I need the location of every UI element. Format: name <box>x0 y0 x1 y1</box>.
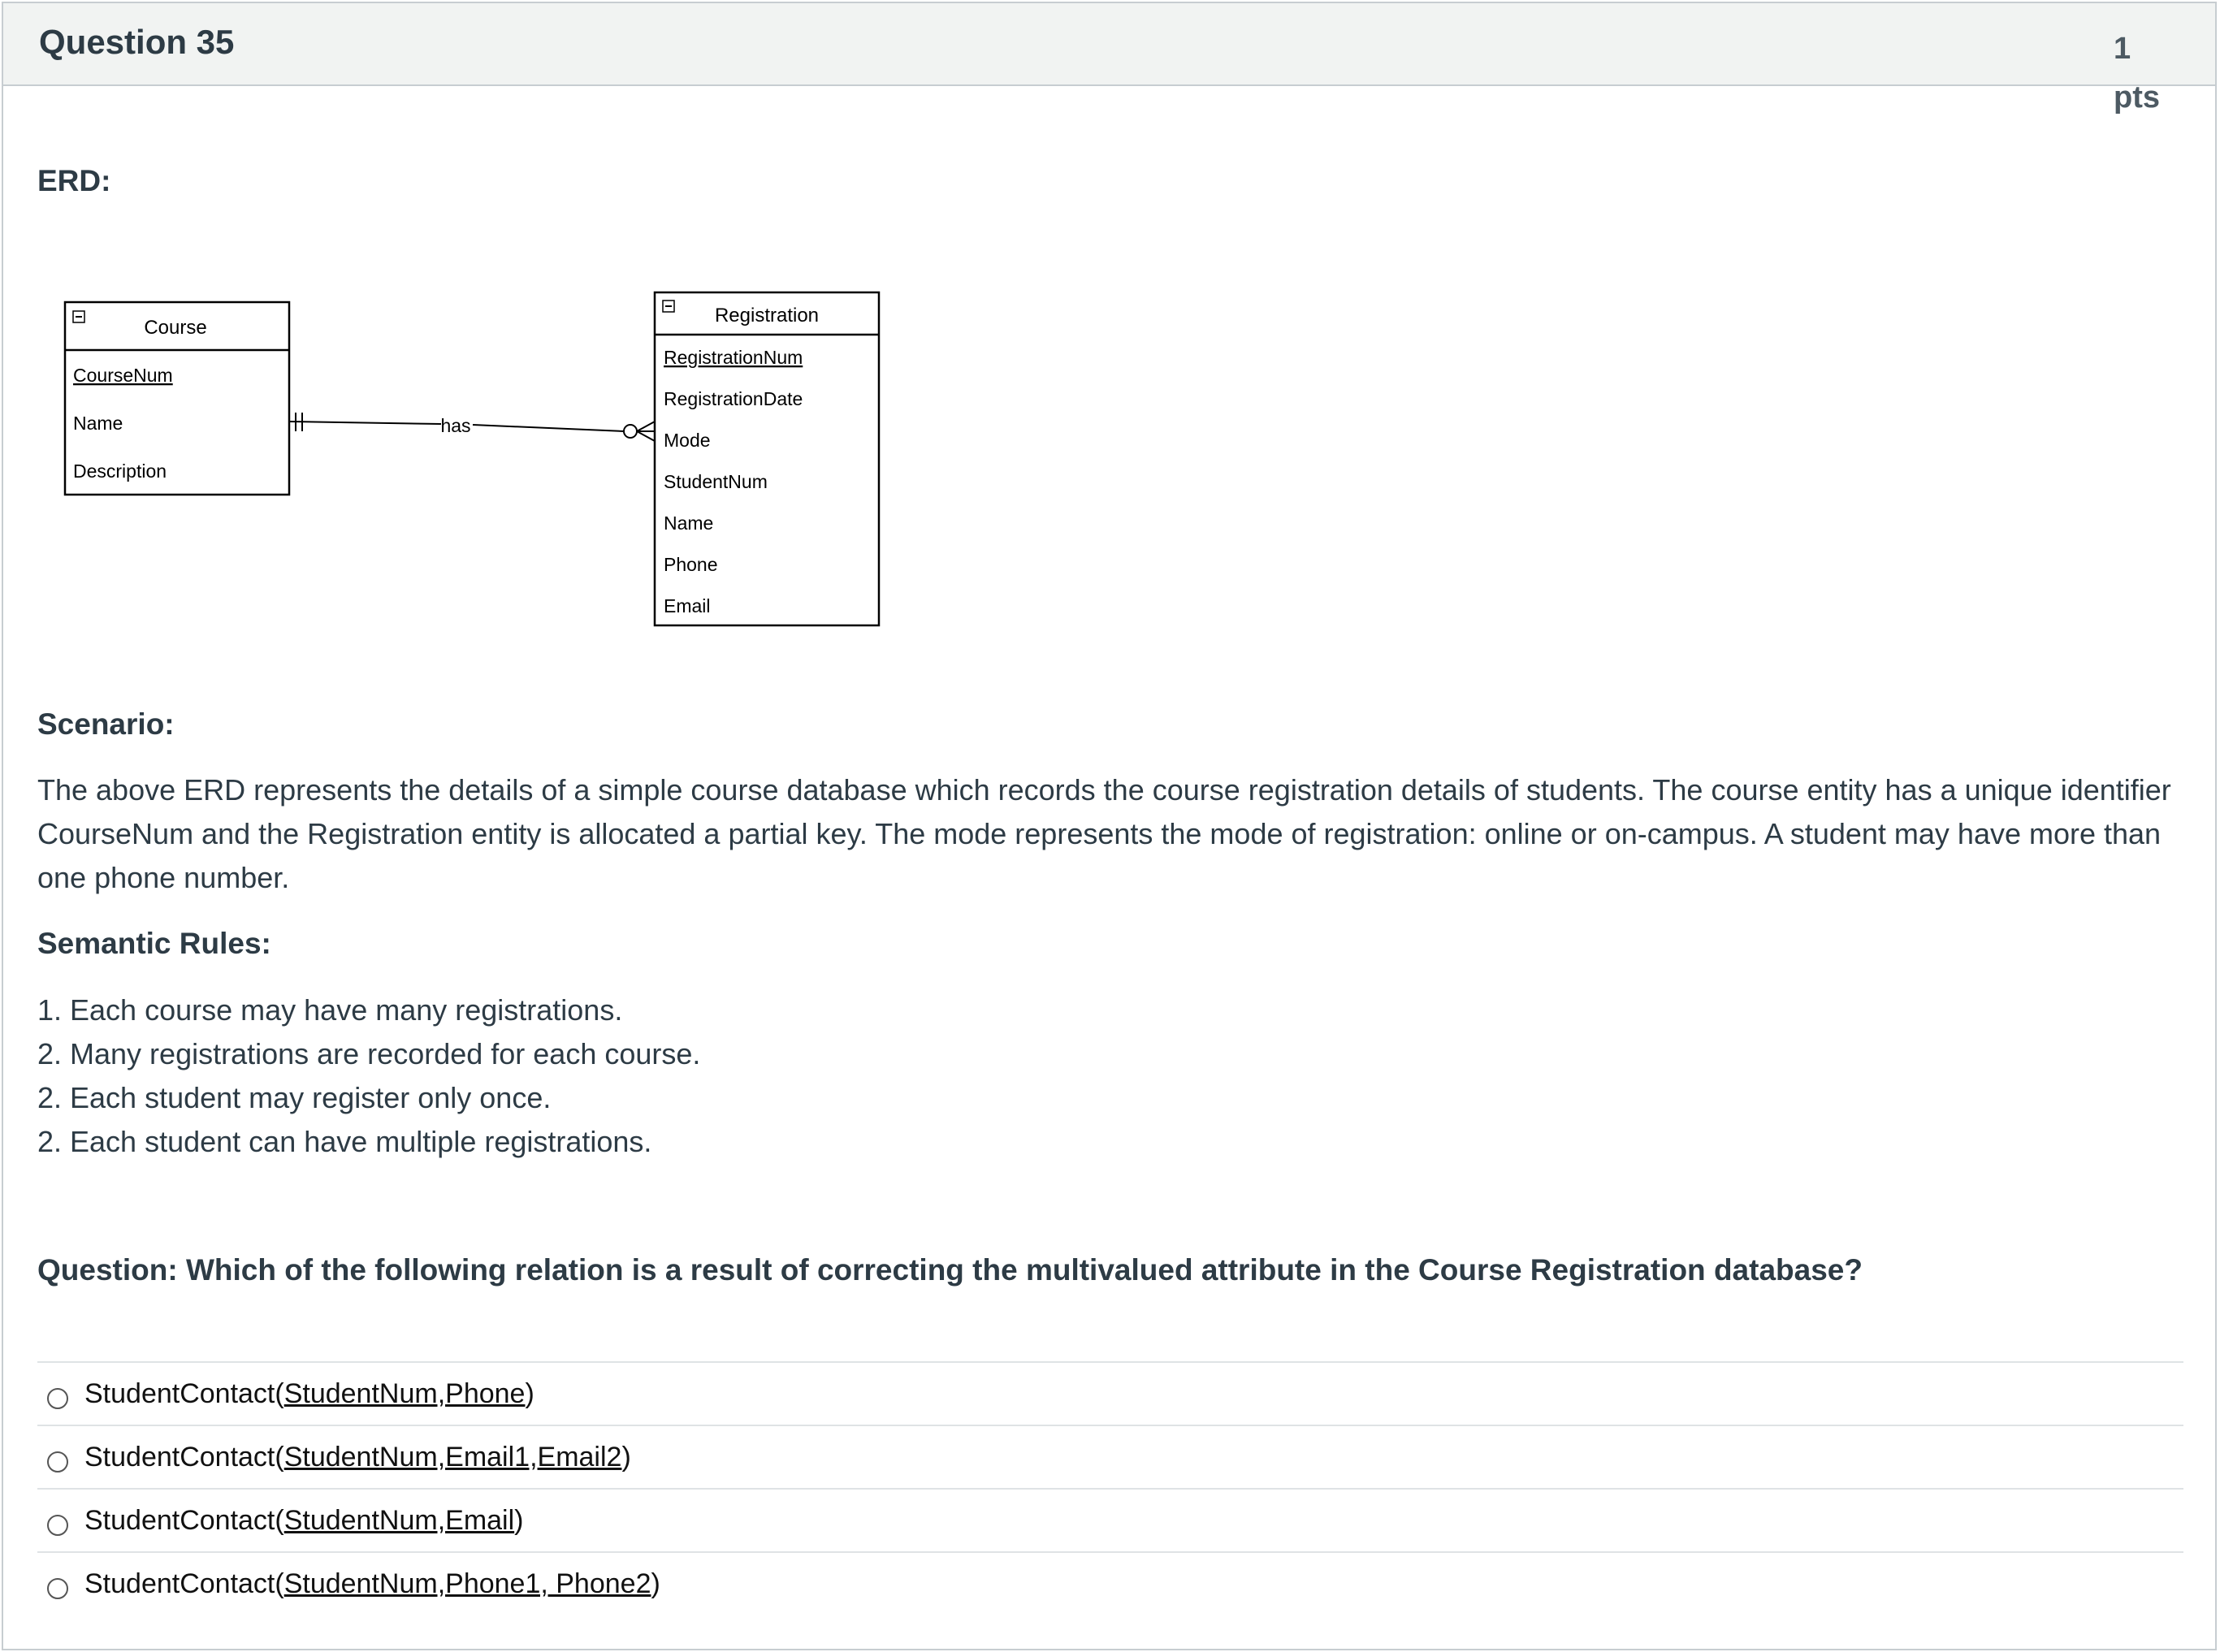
answer-label[interactable] <box>84 1442 631 1473</box>
course-attr-description: Description <box>73 461 167 482</box>
course-entity-name: Course <box>144 317 207 339</box>
semantic-rule: 2. Many registrations are recorded for each course. <box>37 1037 701 1070</box>
answer-option-1[interactable] <box>37 1361 2183 1425</box>
registration-entity <box>655 292 879 625</box>
relation-close: ) <box>621 1442 631 1473</box>
answer-radio[interactable] <box>47 1451 68 1473</box>
collapse-icon[interactable] <box>663 301 674 312</box>
answer-radio[interactable] <box>47 1515 68 1536</box>
question-header <box>3 3 2215 115</box>
relationship-line-left <box>289 422 441 424</box>
relationship-line-right <box>473 425 624 431</box>
answer-list <box>37 1361 2183 1615</box>
erd-diagram <box>0 276 910 642</box>
question-prompt: Question: Which of the following relation is a result of correcting the multivalued attribute in the Course Registration database? <box>37 1253 1863 1287</box>
registration-attr-name: Name <box>664 512 714 534</box>
registration-attr-phone: Phone <box>664 554 718 575</box>
points-value: 1 <box>2114 32 2131 66</box>
course-attr-name: Name <box>73 413 123 434</box>
answer-option-3[interactable] <box>37 1488 2183 1551</box>
registration-attr-registrationdate: RegistrationDate <box>664 388 803 409</box>
relation-attributes: StudentNum,Phone <box>283 1378 526 1409</box>
answer-label[interactable] <box>84 1378 534 1410</box>
semantic-rule: 1. Each course may have many registrations. <box>37 993 623 1027</box>
relationship-has <box>289 413 655 441</box>
answer-option-4[interactable] <box>37 1551 2183 1615</box>
registration-attr-mode: Mode <box>664 430 711 451</box>
erd-heading: ERD: <box>37 164 111 197</box>
relation-name: StudentContact( <box>84 1442 284 1473</box>
semantic-rules-list <box>37 988 700 1164</box>
answer-radio[interactable] <box>47 1388 68 1409</box>
scenario-text: The above ERD represents the details of a simple course database which records the course registration details of students. The course entity has a unique identifier CourseNum and the Registration entity is allocated a partial key. The mode represents the mode of registration: online or on-campus. A student may have more than one phone number. <box>37 773 2171 894</box>
relation-close: ) <box>525 1378 534 1409</box>
relation-close: ) <box>651 1568 660 1599</box>
semantic-rule: 2. Each student can have multiple registrations. <box>37 1125 652 1158</box>
question-points <box>2114 24 2170 122</box>
course-attr-coursenum: CourseNum <box>73 365 173 386</box>
registration-attr-email: Email <box>664 595 711 616</box>
registration-attr-studentnum: StudentNum <box>664 471 768 492</box>
relation-name: StudentContact( <box>84 1568 284 1599</box>
registration-attr-registrationnum: RegistrationNum <box>664 347 803 368</box>
relation-name: StudentContact( <box>84 1378 284 1409</box>
answer-label[interactable] <box>84 1568 660 1600</box>
answer-option-2[interactable] <box>37 1425 2183 1488</box>
zero-optional-circle <box>624 425 637 438</box>
registration-entity-name: Registration <box>714 305 820 327</box>
relation-close: ) <box>514 1505 524 1536</box>
relation-name: StudentContact( <box>84 1505 284 1536</box>
answer-radio[interactable] <box>47 1578 68 1599</box>
question-title: Question 35 <box>39 23 235 61</box>
relation-attributes: StudentNum,Email <box>283 1505 515 1536</box>
semantic-rules-heading: Semantic Rules: <box>37 927 271 960</box>
points-unit: pts <box>2114 80 2160 115</box>
answer-label[interactable] <box>84 1505 524 1537</box>
collapse-icon[interactable] <box>73 311 84 322</box>
crowfoot-upper <box>637 422 655 431</box>
course-entity <box>65 302 289 495</box>
relationship-label: has <box>440 415 471 436</box>
semantic-rule: 2. Each student may register only once. <box>37 1081 552 1114</box>
scenario-heading: Scenario: <box>37 707 175 741</box>
relation-attributes: StudentNum,Phone1, Phone2 <box>283 1568 651 1599</box>
relation-attributes: StudentNum,Email1,Email2 <box>283 1442 622 1473</box>
crowfoot-lower <box>637 431 655 441</box>
registration-entity-box <box>655 292 879 625</box>
